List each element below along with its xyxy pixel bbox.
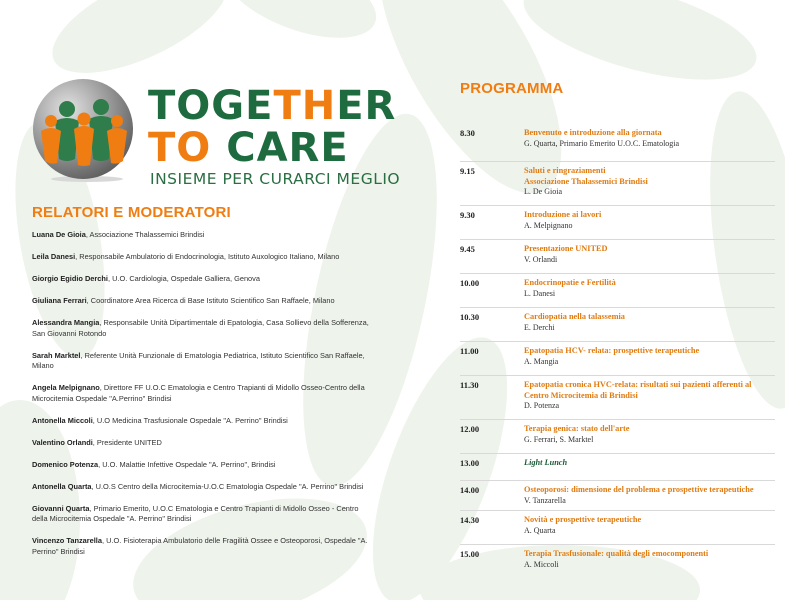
- program-title: Introduzione ai lavori: [524, 210, 602, 219]
- program-time: 11.30: [460, 380, 479, 390]
- speaker-entry: [32, 482, 372, 493]
- program-time: 15.00: [460, 549, 480, 559]
- program-row: [460, 419, 775, 453]
- together-to-care-logo: [29, 75, 137, 183]
- program-speaker: V. Orlandi: [524, 254, 558, 264]
- program-speaker: G. Ferrari, S. Marktel: [524, 434, 594, 444]
- speaker-name: Luana De Gioia: [32, 230, 86, 239]
- speaker-affiliation: , Primario Emerito, U.O.C Ematologia e Centro Trapianti di Midollo Osseo - Centro della Microcitemia Ospedale "A. Perrino" Brindisi: [32, 503, 359, 523]
- speaker-entry: [32, 438, 372, 449]
- program-title: Cardiopatia nella talassemia: [524, 312, 625, 321]
- program-row: [460, 341, 775, 375]
- speaker-affiliation: , U.O. Malattie Infettive Ospedale "A. Perrino", Brindisi: [98, 459, 276, 469]
- speaker-entry: [32, 274, 372, 285]
- program-title: Novità e prospettive terapeutiche: [524, 515, 642, 524]
- speaker-name: Giovanni Quarta: [32, 503, 90, 513]
- program-speaker: A. Miccoli: [524, 559, 559, 569]
- speaker-name: Antonella Quarta: [32, 481, 92, 491]
- program-row: [460, 273, 775, 307]
- speaker-entry: [32, 351, 372, 372]
- speaker-name: Angela Melpignano: [32, 383, 100, 392]
- speaker-affiliation: , Coordinatore Area Ricerca di Base Istituto Scientifico San Raffaele, Milano: [86, 296, 335, 305]
- speaker-affiliation: , Presidente UNITED: [92, 437, 162, 447]
- speaker-name: Sarah Marktel: [32, 350, 81, 360]
- program-title: Light Lunch: [524, 458, 568, 467]
- speaker-affiliation: , U.O. Fisioterapia Ambulatorio delle Fragilità Ossee e Osteoporosi, Ospedale "A. Perrino" Brindisi: [32, 536, 368, 556]
- speaker-name: Alessandra Mangia: [32, 318, 100, 327]
- program-speaker: A. Melpignano: [524, 220, 573, 230]
- speaker-entry: [32, 383, 372, 404]
- program-time: 8.30: [460, 128, 475, 138]
- speaker-name: Domenico Potenza: [32, 459, 99, 469]
- program-time: 9.45: [460, 244, 475, 254]
- program-speaker: D. Potenza: [524, 401, 560, 410]
- brand-line-to-care: TO CARE: [148, 125, 349, 171]
- speakers-list: [32, 230, 372, 557]
- program-row: [460, 510, 775, 544]
- program-row: [460, 480, 775, 510]
- program-speaker: L. De Gioia: [524, 187, 562, 196]
- program-speaker: L. Danesi: [524, 288, 556, 298]
- program-title: Saluti e ringraziamenti: [524, 166, 606, 175]
- brand-subtitle: INSIEME PER CURARCI MEGLIO: [150, 170, 401, 188]
- program-row: [460, 375, 775, 419]
- brand-wordmark: [148, 83, 397, 171]
- program-row: [460, 239, 775, 273]
- program-title: Epatopatia HCV- relata: prospettive terapeutiche: [524, 346, 700, 355]
- program-title: Endocrinopatie e Fertilità: [524, 278, 616, 287]
- program-time: 10.00: [460, 278, 480, 288]
- speaker-entry: [32, 416, 372, 427]
- program-title: Epatopatia cronica HVC-relata: risultati sui pazienti afferenti al: [524, 380, 752, 389]
- speaker-affiliation: , U.O Medicina Trasfusionale Ospedale "A. Perrino" Brindisi: [92, 415, 288, 425]
- program-speaker: V. Tanzarella: [524, 495, 566, 505]
- brand-line-together: TOGETHER: [148, 83, 397, 129]
- program-speaker: A. Quarta: [524, 525, 556, 535]
- program-time: 10.30: [460, 312, 480, 322]
- speaker-affiliation: , Responsabile Unità Dipartimentale di Epatologia, Casa Sollievo della Sofferenza, San Giovanni Rotondo: [32, 318, 369, 338]
- program-schedule: [460, 128, 775, 578]
- program-row: [460, 205, 775, 239]
- program-title: Terapia genica: stato dell'arte: [524, 424, 630, 433]
- program-title: Presentazione UNITED: [524, 244, 608, 253]
- speaker-entry: [32, 296, 372, 307]
- speaker-entry: [32, 504, 372, 525]
- speaker-name: Antonella Miccoli: [32, 415, 93, 425]
- speaker-affiliation: , U.O.S Centro della Microcitemia-U.O.C Ematologia Ospedale "A. Perrino" Brindisi: [91, 481, 364, 491]
- speaker-affiliation: , Responsabile Ambulatorio di Endocrinologia, Istituto Auxologico Italiano, Milano: [75, 252, 340, 261]
- program-time: 11.00: [460, 346, 479, 356]
- program-row: [460, 453, 775, 480]
- speaker-affiliation: , Referente Unità Funzionale di Ematologia Pediatrica, Istituto Scientifico San Raffaele, Milano: [32, 350, 365, 370]
- program-speaker: A. Mangia: [524, 356, 559, 366]
- speaker-entry: [32, 252, 372, 263]
- program-row: [460, 128, 775, 161]
- speaker-entry: [32, 460, 372, 471]
- program-time: 9.30: [460, 210, 475, 220]
- speaker-entry: [32, 536, 372, 557]
- speaker-affiliation: , U.O. Cardiologia, Ospedale Galliera, Genova: [107, 274, 260, 283]
- program-heading: PROGRAMMA: [460, 80, 564, 97]
- speaker-name: Giorgio Egidio Derchi: [32, 274, 108, 283]
- speaker-entry: [32, 230, 372, 241]
- speaker-name: Leila Danesi: [32, 252, 76, 261]
- speaker-entry: [32, 318, 372, 339]
- speaker-name: Giuliana Ferrari: [32, 296, 87, 305]
- program-time: 14.00: [460, 485, 480, 495]
- program-title: Terapia Trasfusionale: qualità degli emocomponenti: [524, 549, 709, 558]
- speaker-affiliation: , Direttore FF U.O.C Ematologia e Centro Trapianti di Midollo Osseo-Centro della Microcitemia Ospedale "A.Perrino" Brindisi: [32, 383, 365, 403]
- speaker-name: Valentino Orlandi: [32, 437, 93, 447]
- program-title-cont: Centro Microcitemia di Brindisi: [524, 390, 638, 400]
- program-time: 12.00: [460, 424, 480, 434]
- program-speaker: E. Derchi: [524, 322, 555, 332]
- program-row: [460, 161, 775, 205]
- program-title-cont: Associazione Thalassemici Brindisi: [524, 176, 648, 186]
- program-title: Benvenuto e introduzione alla giornata: [524, 128, 662, 137]
- speaker-name: Vincenzo Tanzarella: [32, 536, 102, 545]
- program-time: 14.30: [460, 515, 480, 525]
- program-time: 13.00: [460, 458, 480, 468]
- program-speaker: G. Quarta, Primario Emerito U.O.C. Ematologia: [524, 138, 680, 148]
- speaker-affiliation: , Associazione Thalassemici Brindisi: [85, 230, 205, 239]
- program-row: [460, 544, 775, 578]
- program-time: 9.15: [460, 166, 475, 176]
- program-title: Osteoporosi: dimensione del problema e prospettive terapeutiche: [524, 485, 754, 494]
- program-row: [460, 307, 775, 341]
- speakers-heading: RELATORI E MODERATORI: [32, 204, 231, 221]
